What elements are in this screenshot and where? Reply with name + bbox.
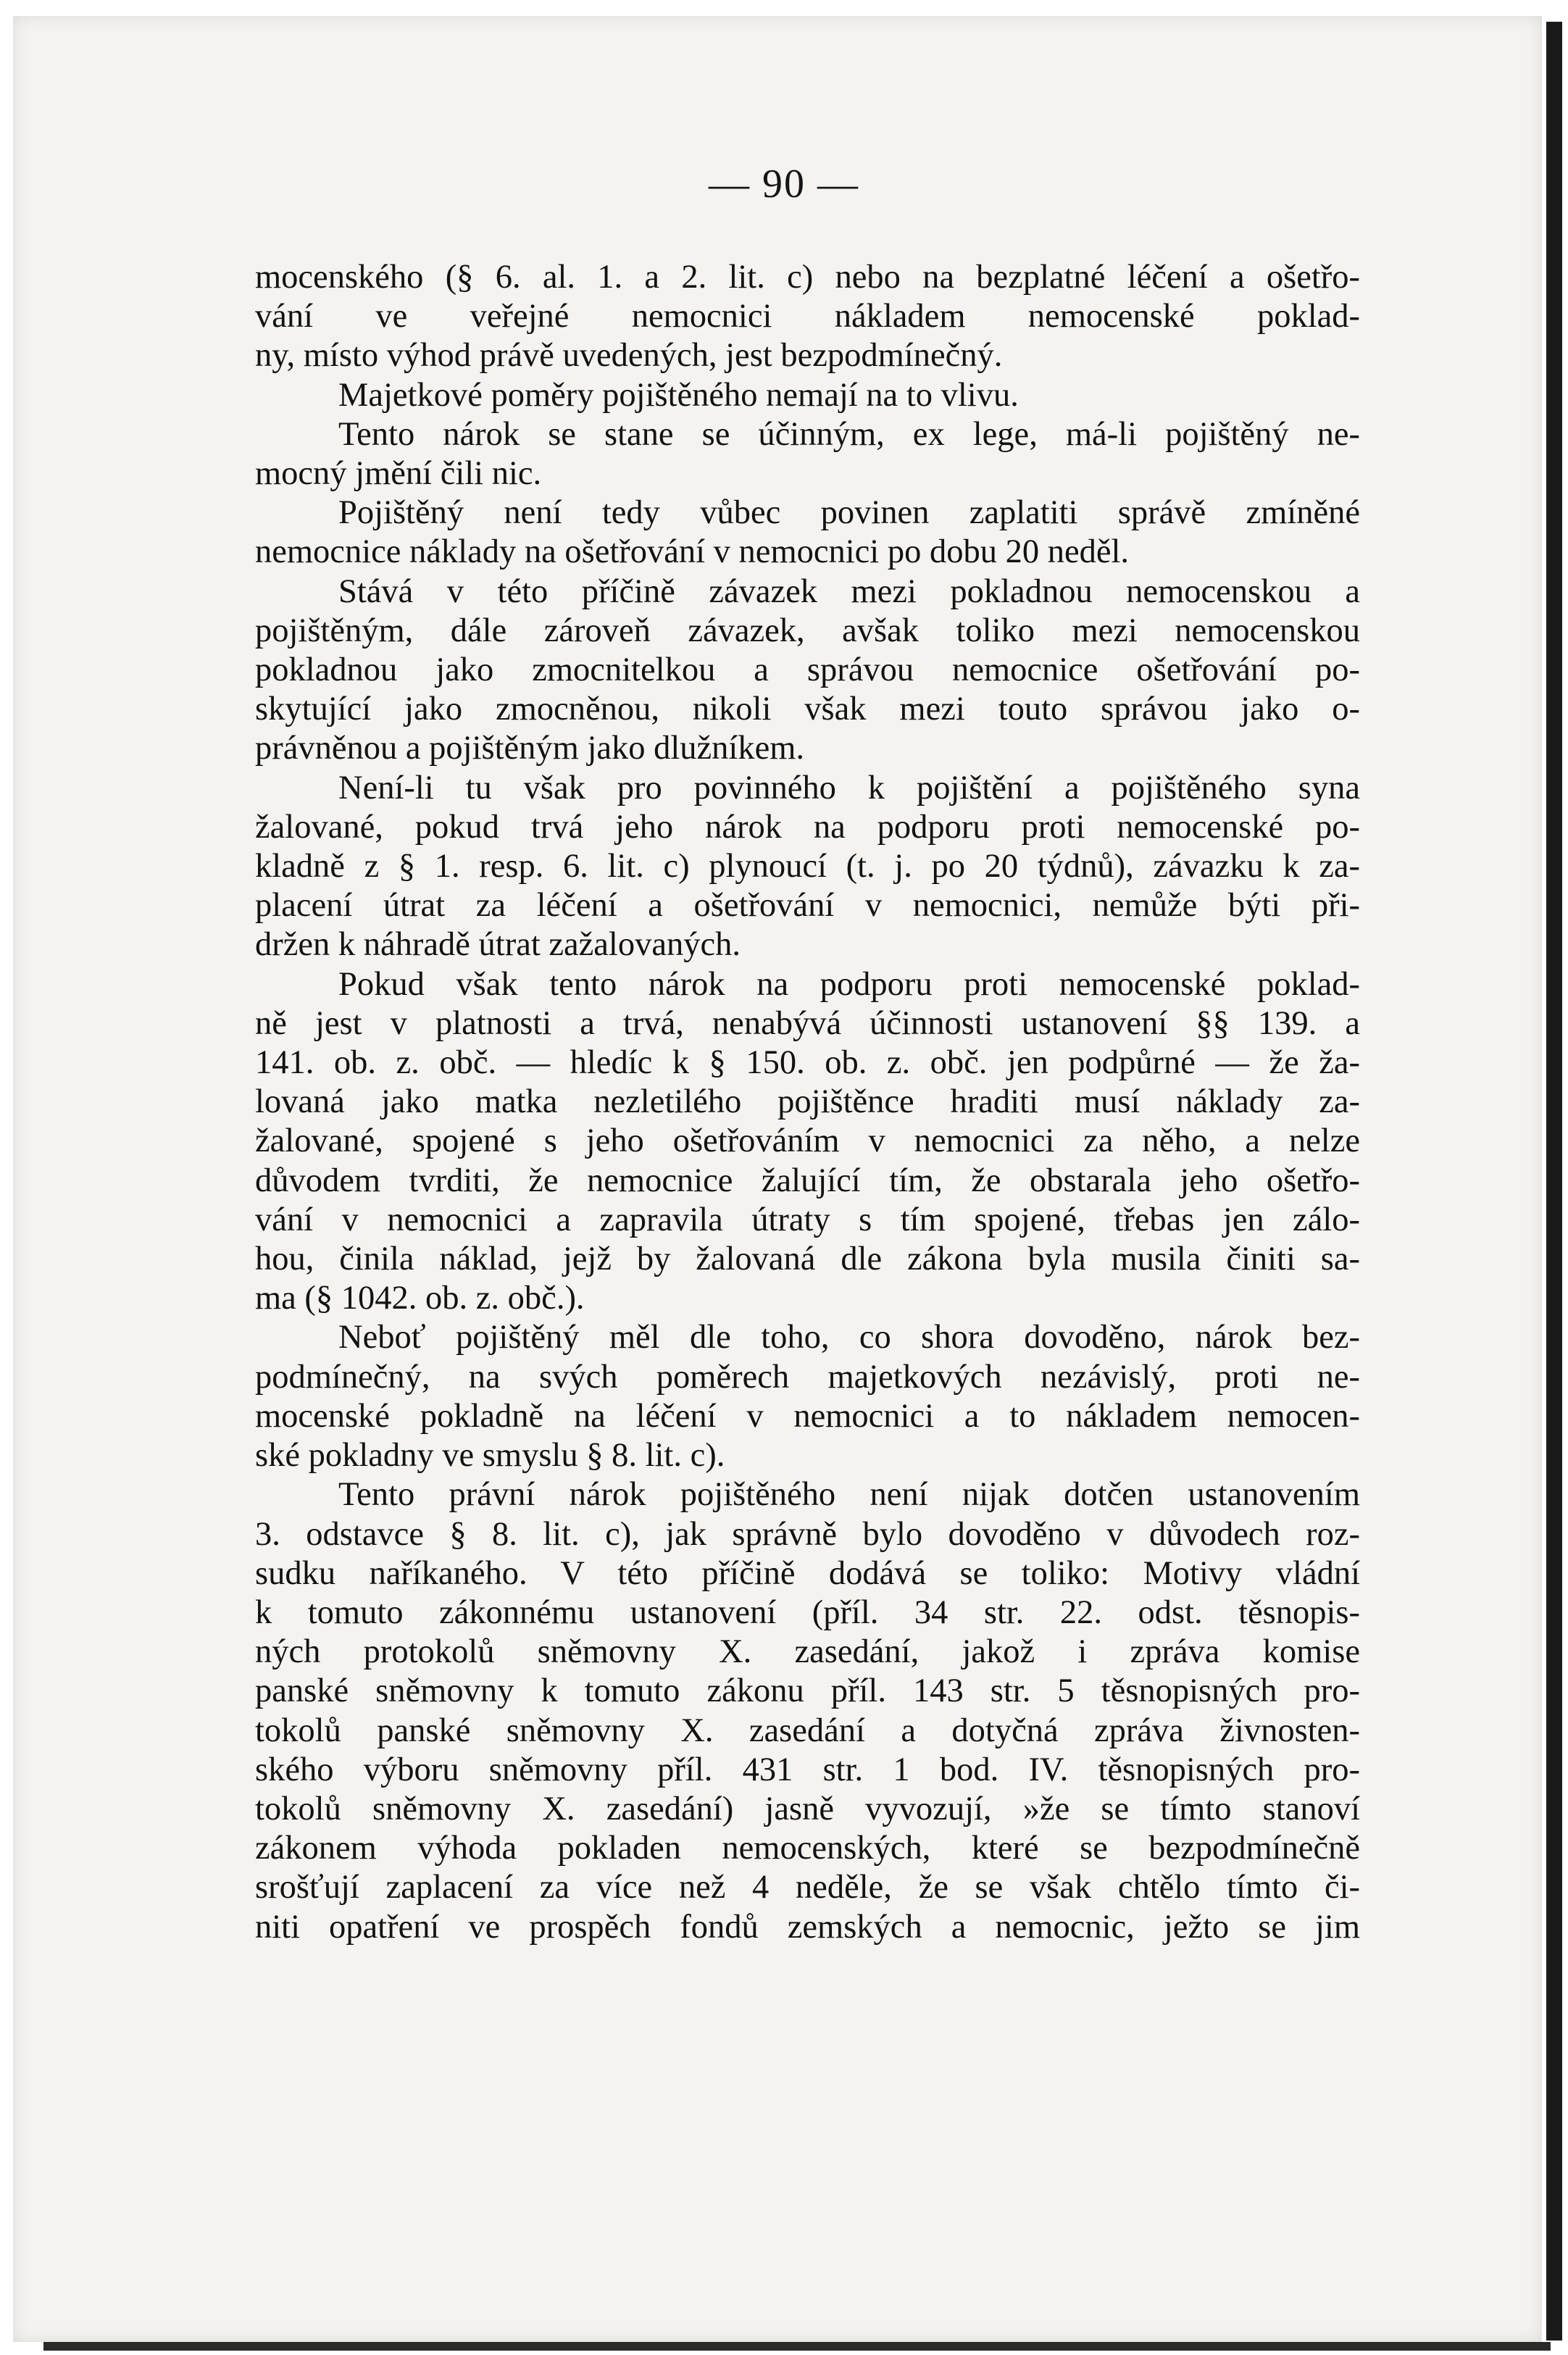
text-line: zákonem výhoda pokladen nemocenských, které se bezpodmínečně <box>255 1830 1360 1867</box>
text-line: nemocnice náklady na ošetřování v nemocnici po dobu 20 neděl. <box>255 533 1130 571</box>
text-line: pokladnou jako zmocnitelkou a správou nemocnice ošetřování po- <box>255 651 1360 689</box>
page-number: — 90 — <box>709 162 859 207</box>
text-line: vání v nemocnici a zapravila útraty s tím spojené, třebas jen zálo- <box>255 1201 1360 1238</box>
scan-edge-right <box>1546 22 1562 2341</box>
text-line: mocný jmění čili nic. <box>255 455 542 493</box>
text-line: lovaná jako matka nezletilého pojištěnce hraditi musí náklady za- <box>255 1083 1360 1121</box>
text-line: ně jest v platnosti a trvá, nenabývá účinnosti ustanovení §§ 139. a <box>255 1004 1360 1042</box>
text-line: Pojištěný není tedy vůbec povinen zaplatiti správě zmíněné <box>338 494 1360 532</box>
text-line: placení útrat za léčení a ošetřování v nemocnici, nemůže býti při- <box>255 887 1360 925</box>
text-line: mocenského (§ 6. al. 1. a 2. lit. c) nebo na bezplatné léčení a ošetřo- <box>255 259 1360 296</box>
text-line: Tento nárok se stane se účinným, ex lege, má-li pojištěný ne- <box>338 415 1360 453</box>
text-line: skytující jako zmocněnou, nikoli však mezi touto správou jako o- <box>255 691 1360 728</box>
text-line: ných protokolů sněmovny X. zasedání, jakož i zpráva komise <box>255 1633 1360 1671</box>
text-line: Majetkové poměry pojištěného nemají na to vlivu. <box>338 376 1019 414</box>
text-line: žalované, pokud trvá jeho nárok na podporu proti nemocenské po- <box>255 808 1360 846</box>
text-line: tokolů panské sněmovny X. zasedání a dotyčná zpráva živnosten- <box>255 1712 1360 1749</box>
text-line: žalované, spojené s jeho ošetřováním v nemocnici za něho, a nelze <box>255 1122 1360 1160</box>
text-line: hou, činila náklad, jejž by žalovaná dle zákona byla musila činiti sa- <box>255 1241 1360 1278</box>
text-line: Neboť pojištěný měl dle toho, co shora dovoděno, nárok bez- <box>338 1319 1360 1356</box>
text-line: podmínečný, na svých poměrech majetkových nezávislý, proti ne- <box>255 1358 1360 1396</box>
text-line: srošťují zaplacení za více než 4 neděle, že se však chtělo tímto či- <box>255 1869 1360 1906</box>
text-line: k tomuto zákonnému ustanovení (příl. 34 str. 22. odst. těsnopis- <box>255 1593 1360 1631</box>
text-line: ma (§ 1042. ob. z. obč.). <box>255 1280 585 1317</box>
text-line: panské sněmovny k tomuto zákonu příl. 143 str. 5 těsnopisných pro- <box>255 1672 1360 1710</box>
text-line: 3. odstavce § 8. lit. c), jak správně bylo dovoděno v důvodech roz- <box>255 1515 1360 1553</box>
text-line: tokolů sněmovny X. zasedání) jasně vyvozují, »že se tímto stanoví <box>255 1790 1360 1827</box>
text-line: ny, místo výhod právě uvedených, jest bezpodmínečný. <box>255 337 1003 375</box>
body-text <box>255 258 1360 1947</box>
text-line: vání ve veřejné nemocnici nákladem nemocenské poklad- <box>255 298 1360 335</box>
text-line: důvodem tvrditi, že nemocnice žalující tím, že obstarala jeho ošetřo- <box>255 1162 1360 1199</box>
text-line: Tento právní nárok pojištěného není nijak dotčen ustanovením <box>338 1476 1360 1514</box>
text-line: niti opatření ve prospěch fondů zemských a nemocnic, ježto se jim <box>255 1908 1360 1946</box>
text-line: Pokud však tento nárok na podporu proti nemocenské poklad- <box>338 965 1360 1003</box>
text-line: ského výboru sněmovny příl. 431 str. 1 bod. IV. těsnopisných pro- <box>255 1751 1360 1788</box>
text-line: mocenské pokladně na léčení v nemocnici a to nákladem nemocen- <box>255 1397 1360 1435</box>
text-line: kladně z § 1. resp. 6. lit. c) plynoucí (t. j. po 20 týdnů), závazku k za- <box>255 848 1360 885</box>
text-line: ské pokladny ve smyslu § 8. lit. c). <box>255 1437 725 1475</box>
text-line: sudku naříkaného. V této příčině dodává se toliko: Motivy vládní <box>255 1554 1360 1592</box>
text-line: držen k náhradě útrat zažalovaných. <box>255 926 741 964</box>
text-line: Stává v této příčině závazek mezi pokladnou nemocenskou a <box>338 572 1360 610</box>
scan-edge-bottom <box>43 2342 1551 2351</box>
text-line: 141. ob. z. obč. — hledíc k § 150. ob. z. obč. jen podpůrné — že ža- <box>255 1044 1360 1082</box>
text-line: právněnou a pojištěným jako dlužníkem. <box>255 730 805 767</box>
text-line: Není-li tu však pro povinného k pojištění a pojištěného syna <box>338 769 1360 806</box>
text-line: pojištěným, dále zároveň závazek, avšak toliko mezi nemocenskou <box>255 612 1360 649</box>
